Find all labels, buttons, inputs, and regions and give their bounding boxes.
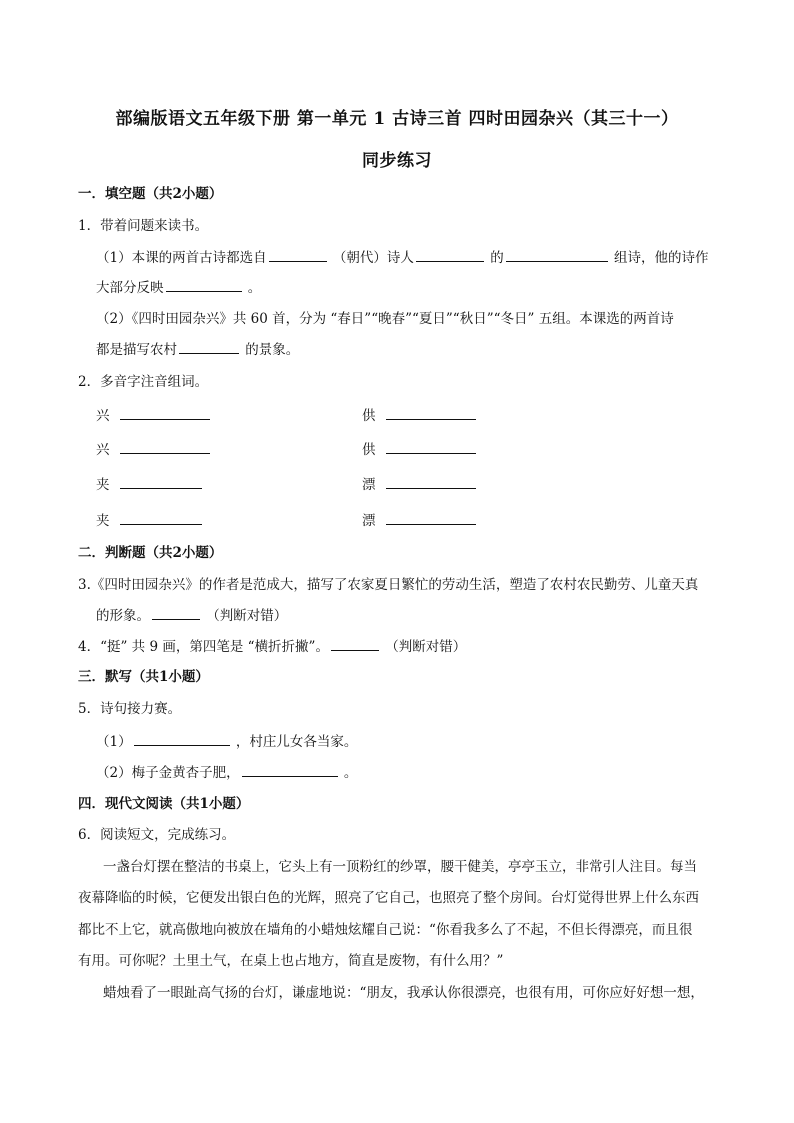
q5-l2-text-a: （2）梅子金黄杏子肥， (96, 765, 240, 781)
page-subtitle: 同步练习 (362, 151, 432, 171)
polyphone-char: 兴 (96, 442, 110, 458)
question-4 (78, 636, 466, 657)
polyphone-char: 漂 (362, 477, 376, 493)
polyphone-row (96, 405, 212, 426)
answer-blank-poet[interactable] (416, 247, 484, 262)
answer-blank-judgement[interactable] (152, 605, 200, 620)
polyphone-row (96, 510, 204, 531)
q5-l1-text-b: ，村庄儿女各当家。 (235, 734, 358, 750)
q1-p1-text-a: （1）本课的两首古诗都选自 (96, 250, 267, 266)
answer-blank-polyphone[interactable] (120, 405, 210, 420)
section-heading-true-false: 二．判断题（共2小题） (78, 545, 223, 561)
answer-blank-rural-scene[interactable] (179, 339, 239, 354)
page-title: 部编版语文五年级下册 第一单元 1 古诗三首 四时田园杂兴（其三十一） (115, 109, 679, 129)
question-3-line-1: 3.《四时田园杂兴》的作者是范成大，描写了农家夏日繁忙的劳动生活，塑造了农村农民勤劳、儿童天真 (78, 577, 699, 593)
question-6-stem: 6．阅读短文，完成练习。 (78, 827, 236, 843)
q1-p1-text-d: 组诗，他的诗作 (613, 250, 709, 266)
answer-blank-polyphone[interactable] (386, 474, 476, 489)
q5-l1-text-a: （1） (96, 734, 132, 750)
reading-paragraph-line: 夜幕降临的时候，它便发出银白色的光辉，照亮了它自己，也照亮了整个房间。台灯觉得世界上什么东西 (78, 890, 699, 906)
question-3-line-2 (96, 605, 287, 626)
polyphone-char: 供 (362, 442, 376, 458)
section-heading-dictation: 三．默写（共1小题） (78, 669, 209, 685)
q3-text-a: 的形象。 (96, 608, 150, 624)
reading-paragraph-line: 都比不上它，就高傲地向被放在墙角的小蜡烛炫耀自己说：“你看我多么了不起，不但长得漂亮，而且很 (78, 922, 693, 938)
question-5-line-2 (96, 762, 357, 783)
polyphone-row (362, 474, 478, 495)
question-1-part-2-cont (96, 339, 299, 360)
reading-paragraph-line: 蜡烛看了一眼趾高气扬的台灯，谦虚地说：“朋友，我承认你很漂亮，也很有用，可你应好好想一想， (103, 985, 704, 1001)
section-heading-reading: 四．现代文阅读（共1小题） (78, 796, 250, 812)
answer-blank-polyphone[interactable] (120, 510, 202, 525)
q1-p2-text-c: 的景象。 (245, 342, 300, 358)
answer-blank-polyphone[interactable] (386, 439, 476, 454)
polyphone-char: 漂 (362, 513, 376, 529)
q4-text-b: （判断对错） (385, 639, 467, 655)
q1-p1-text-b: （朝代）诗人 (332, 250, 414, 266)
polyphone-char: 夹 (96, 477, 110, 493)
question-1-stem: 1．带着问题来读书。 (78, 218, 209, 234)
q1-p1-text-e: 大部分反映 (96, 280, 164, 296)
polyphone-row (96, 439, 212, 460)
polyphone-char: 兴 (96, 408, 110, 424)
q1-p1-text-f: 。 (247, 280, 262, 296)
polyphone-row (362, 439, 478, 460)
answer-blank-polyphone[interactable] (386, 405, 476, 420)
question-5-stem: 5．诗句接力赛。 (78, 701, 182, 717)
question-1-part-1-cont (96, 277, 261, 298)
q3-text-b: （判断对错） (206, 608, 288, 624)
q5-l2-text-b: 。 (343, 765, 358, 781)
question-1-part-2: （2）《四时田园杂兴》共 60 首，分为 “春日”“晚春”“夏日”“秋日”“冬日” 五组。本课选的两首诗 (96, 311, 674, 327)
question-5-line-1 (96, 731, 357, 752)
polyphone-row (96, 474, 204, 495)
reading-paragraph-line: 有用。可你呢？土里土气，在桌上也占地方，简直是废物，有什么用？” (78, 953, 504, 969)
answer-blank-polyphone[interactable] (386, 510, 476, 525)
q1-p1-text-c: 的 (490, 250, 504, 266)
question-1-part-1 (96, 247, 708, 268)
reading-paragraph-line: 一盏台灯摆在整洁的书桌上，它头上有一顶粉红的纱罩，腰干健美，亭亭玉立，非常引人注目。每当 (103, 859, 697, 875)
polyphone-row (362, 405, 478, 426)
polyphone-row (362, 510, 478, 531)
polyphone-char: 夹 (96, 513, 110, 529)
answer-blank-polyphone[interactable] (120, 474, 202, 489)
answer-blank-collection[interactable] (506, 247, 608, 262)
section-heading-fill-blank: 一．填空题（共2小题） (78, 186, 223, 202)
q1-p2-text-b: 都是描写农村 (96, 342, 177, 358)
q4-text-a: 4．“挺” 共 9 画，第四笔是 “横折折撇”。 (78, 639, 329, 655)
answer-blank-poem-line[interactable] (242, 762, 338, 777)
answer-blank-polyphone[interactable] (120, 439, 210, 454)
answer-blank-dynasty-source[interactable] (269, 247, 327, 262)
answer-blank-poem-line[interactable] (134, 731, 230, 746)
answer-blank-reflects[interactable] (166, 277, 242, 292)
question-2-stem: 2．多音字注音组词。 (78, 374, 209, 390)
polyphone-char: 供 (362, 408, 376, 424)
answer-blank-judgement[interactable] (331, 636, 379, 651)
